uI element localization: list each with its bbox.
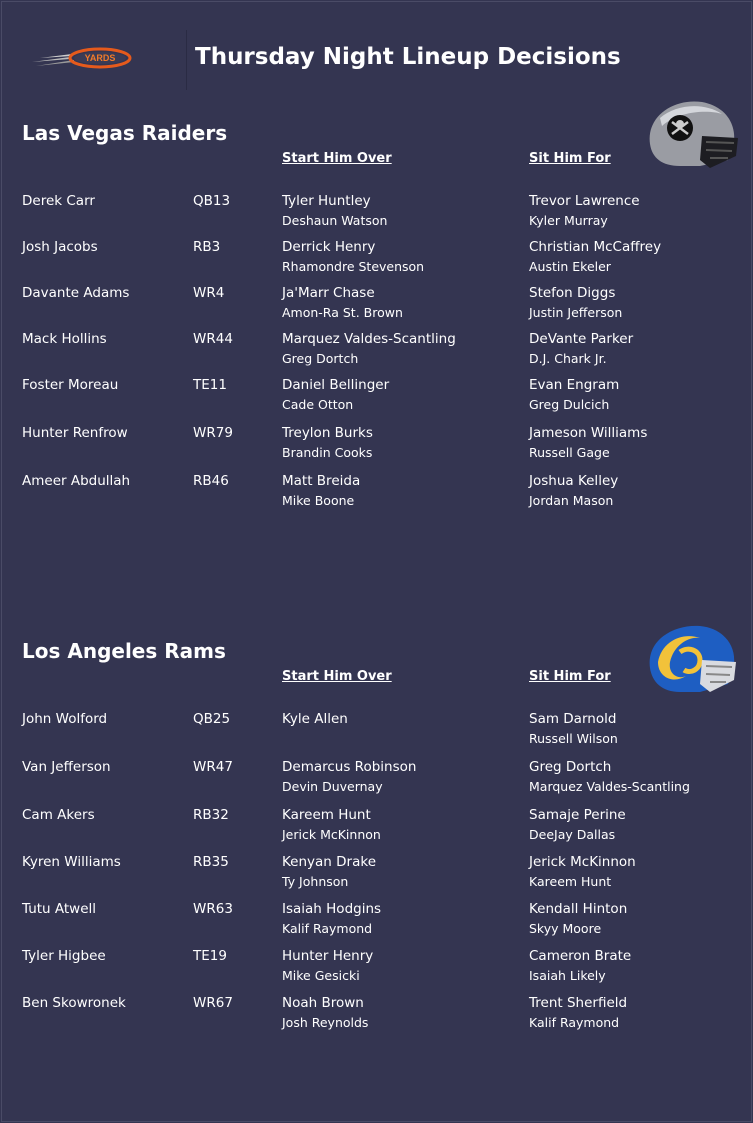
sit-for-secondary: Kyler Murray <box>529 213 608 228</box>
start-over-secondary: Rhamondre Stevenson <box>282 259 425 274</box>
player-name: Hunter Renfrow <box>22 425 128 441</box>
sit-for-secondary: D.J. Chark Jr. <box>529 351 607 366</box>
header-divider <box>186 30 187 90</box>
player-position: RB35 <box>193 854 229 870</box>
sit-for-primary: Jameson Williams <box>529 425 648 441</box>
table-row <box>0 285 753 331</box>
table-row <box>0 193 753 239</box>
sit-for-secondary: Greg Dulcich <box>529 397 610 412</box>
start-over-secondary: Ty Johnson <box>282 874 349 889</box>
start-over-secondary: Mike Boone <box>282 493 355 508</box>
team-name-raiders: Las Vegas Raiders <box>22 121 228 145</box>
sit-for-primary: Evan Engram <box>529 377 620 393</box>
start-over-primary: Kenyan Drake <box>282 854 377 870</box>
table-row <box>0 759 753 805</box>
rams-helmet-icon <box>644 622 738 700</box>
table-row <box>0 948 753 994</box>
sit-for-secondary: Marquez Valdes-Scantling <box>529 779 690 794</box>
table-row <box>0 239 753 285</box>
sit-for-primary: Trevor Lawrence <box>529 193 640 209</box>
player-position: RB46 <box>193 473 229 489</box>
table-row <box>0 854 753 900</box>
table-row <box>0 425 753 471</box>
start-over-secondary: Brandin Cooks <box>282 445 373 460</box>
player-name: Kyren Williams <box>22 854 121 870</box>
sit-for-secondary: Isaiah Likely <box>529 968 606 983</box>
sit-him-for-header: Sit Him For <box>529 151 611 166</box>
page-title: Thursday Night Lineup Decisions <box>195 44 621 70</box>
team-name-rams: Los Angeles Rams <box>22 639 226 663</box>
sit-for-secondary: Austin Ekeler <box>529 259 611 274</box>
table-row <box>0 995 753 1041</box>
player-name: Josh Jacobs <box>22 239 98 255</box>
table-row <box>0 331 753 377</box>
player-name: Foster Moreau <box>22 377 119 393</box>
start-over-primary: Hunter Henry <box>282 948 374 964</box>
sit-for-primary: Kendall Hinton <box>529 901 628 917</box>
start-over-secondary: Cade Otton <box>282 397 354 412</box>
sit-for-primary: DeVante Parker <box>529 331 634 347</box>
start-over-primary: Isaiah Hodgins <box>282 901 382 917</box>
player-position: TE19 <box>193 948 227 964</box>
sit-for-secondary: Russell Wilson <box>529 731 618 746</box>
svg-text:YARDS: YARDS <box>84 53 116 63</box>
sit-for-primary: Cameron Brate <box>529 948 632 964</box>
sit-for-primary: Samaje Perine <box>529 807 626 823</box>
player-name: Van Jefferson <box>22 759 111 775</box>
sit-for-primary: Stefon Diggs <box>529 285 616 301</box>
player-name: Cam Akers <box>22 807 95 823</box>
sit-him-for-header: Sit Him For <box>529 669 611 684</box>
player-position: WR4 <box>193 285 225 301</box>
table-row <box>0 807 753 853</box>
start-over-secondary: Jerick McKinnon <box>282 827 381 842</box>
sit-for-secondary: Kareem Hunt <box>529 874 612 889</box>
start-over-primary: Noah Brown <box>282 995 364 1011</box>
start-over-primary: Daniel Bellinger <box>282 377 390 393</box>
player-name: Derek Carr <box>22 193 95 209</box>
start-over-secondary: Greg Dortch <box>282 351 359 366</box>
player-name: Ameer Abdullah <box>22 473 131 489</box>
start-over-primary: Matt Breida <box>282 473 361 489</box>
player-name: Davante Adams <box>22 285 130 301</box>
player-position: WR47 <box>193 759 233 775</box>
yards-logo-icon <box>30 40 140 76</box>
player-name: Tyler Higbee <box>22 948 106 964</box>
player-name: Tutu Atwell <box>22 901 97 917</box>
player-position: QB13 <box>193 193 231 209</box>
start-over-primary: Demarcus Robinson <box>282 759 417 775</box>
sit-for-primary: Jerick McKinnon <box>529 854 636 870</box>
sit-for-secondary: Jordan Mason <box>529 493 614 508</box>
player-position: TE11 <box>193 377 227 393</box>
sit-for-primary: Sam Darnold <box>529 711 617 727</box>
player-position: WR44 <box>193 331 233 347</box>
start-over-secondary: Kalif Raymond <box>282 921 373 936</box>
table-row <box>0 901 753 947</box>
start-him-over-header: Start Him Over <box>282 151 392 166</box>
player-position: WR63 <box>193 901 233 917</box>
sit-for-secondary: Justin Jefferson <box>529 305 623 320</box>
start-over-primary: Kyle Allen <box>282 711 348 727</box>
raiders-helmet-icon <box>640 96 740 176</box>
sit-for-secondary: Kalif Raymond <box>529 1015 620 1030</box>
sit-for-primary: Christian McCaffrey <box>529 239 662 255</box>
start-over-secondary: Josh Reynolds <box>282 1015 369 1030</box>
table-row <box>0 711 753 757</box>
sit-for-primary: Trent Sherfield <box>529 995 628 1011</box>
player-name: John Wolford <box>22 711 108 727</box>
sit-for-primary: Greg Dortch <box>529 759 612 775</box>
start-over-primary: Treylon Burks <box>282 425 373 441</box>
player-position: RB32 <box>193 807 229 823</box>
player-name: Ben Skowronek <box>22 995 126 1011</box>
start-over-primary: Kareem Hunt <box>282 807 371 823</box>
sit-for-primary: Joshua Kelley <box>529 473 619 489</box>
table-row <box>0 473 753 519</box>
player-position: QB25 <box>193 711 231 727</box>
start-over-secondary: Devin Duvernay <box>282 779 383 794</box>
player-name: Mack Hollins <box>22 331 107 347</box>
start-over-secondary: Mike Gesicki <box>282 968 360 983</box>
start-over-primary: Marquez Valdes-Scantling <box>282 331 456 347</box>
player-position: WR67 <box>193 995 233 1011</box>
start-over-primary: Derrick Henry <box>282 239 376 255</box>
player-position: WR79 <box>193 425 233 441</box>
sit-for-secondary: DeeJay Dallas <box>529 827 616 842</box>
start-over-primary: Ja'Marr Chase <box>282 285 375 301</box>
start-over-primary: Tyler Huntley <box>282 193 371 209</box>
sit-for-secondary: Skyy Moore <box>529 921 602 936</box>
table-row <box>0 377 753 423</box>
sit-for-secondary: Russell Gage <box>529 445 610 460</box>
start-him-over-header: Start Him Over <box>282 669 392 684</box>
start-over-secondary: Deshaun Watson <box>282 213 388 228</box>
player-position: RB3 <box>193 239 221 255</box>
start-over-secondary: Amon-Ra St. Brown <box>282 305 403 320</box>
